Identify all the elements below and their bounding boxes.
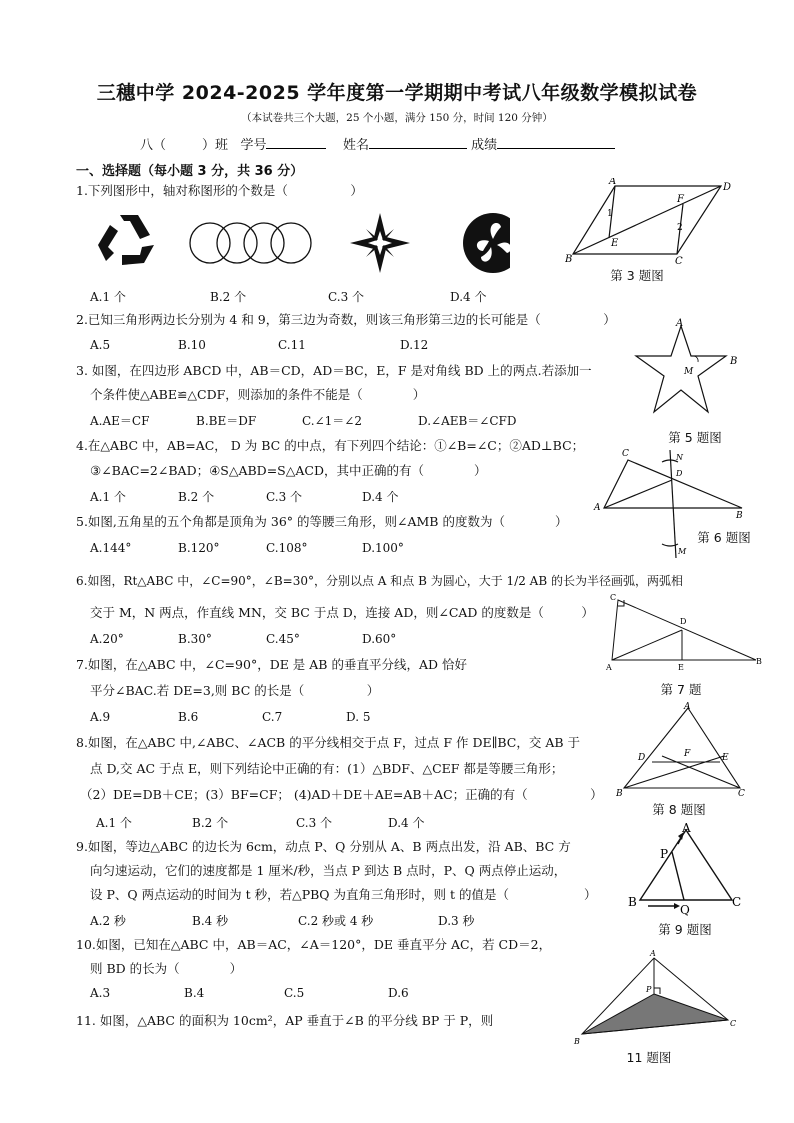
option-c[interactable]: C.7 [262, 710, 283, 724]
q6-options [90, 632, 396, 646]
label-a: A [676, 318, 684, 329]
question-9-line-1: 9.如图，等边△ABC 的边长为 6cm，动点 P、Q 分别从 A、B 两点出发，沿 AB、BC 方 [76, 839, 571, 854]
page-title: 三穗中学 2024-2025 学年度第一学期期中考试八年级数学模拟试卷 [96, 82, 698, 104]
question-7-line-1: 7.如图，在△ABC 中，∠C=90°，DE 是 AB 的垂直平分线，AD 恰好 [76, 657, 467, 672]
figure-caption-q11: 11 题图 [626, 1050, 672, 1065]
option-b[interactable]: B.2 个 [192, 816, 229, 830]
figure-q11 [570, 944, 746, 1050]
option-a[interactable]: A.20° [90, 632, 124, 646]
question-9-line-3: 设 P、Q 两点运动的时间为 t 秒，若△PBQ 为直角三角形时，则 t 的值是（ ） [90, 887, 597, 902]
option-d[interactable]: D.60° [362, 632, 397, 646]
label-d: D [723, 182, 732, 193]
name-field[interactable] [369, 136, 467, 149]
label-c: C [610, 593, 617, 602]
label-1: 1 [607, 209, 613, 219]
figure-q8 [616, 700, 748, 800]
option-d[interactable]: D.100° [362, 541, 404, 555]
question-6-line-1: 6.如图，Rt△ABC 中，∠C=90°，∠B=30°，分别以点 A 和点 B 为圆心，大于 1/2 AB 的长为半径画弧，两弧相 [76, 574, 683, 588]
option-a[interactable]: A.1 个 [96, 816, 132, 830]
student-no-field[interactable] [266, 136, 326, 149]
label-b: B [730, 356, 738, 367]
label-b: B [628, 895, 637, 909]
option-c[interactable]: C.108° [266, 541, 308, 555]
q2-options [90, 338, 428, 352]
option-b[interactable]: B.10 [178, 338, 206, 352]
label-2: 2 [677, 223, 683, 233]
question-4-line-1: 4.在△ABC 中，AB=AC， D 为 BC 的中点，有下列四个结论：①∠B=∠C；②AD⊥BC； [76, 438, 585, 453]
label-a: A [609, 178, 617, 187]
compass-star-icon [350, 213, 410, 273]
option-c[interactable]: C.45° [266, 632, 300, 646]
q1-options [90, 288, 486, 305]
q8-options [96, 814, 424, 831]
question-7-line-2: 平分∠BAC.若 DE=3,则 BC 的长是（ ） [90, 683, 380, 698]
option-c[interactable]: C.5 [284, 986, 305, 1000]
class-blank[interactable] [166, 137, 202, 149]
question-6-line-2: 交于 M，N 两点，作直线 MN，交 BC 于点 D，连接 AD，则∠CAD 的度数是（ ） [90, 605, 594, 620]
label-b: B [736, 511, 743, 521]
label-a: A [684, 702, 691, 712]
q7-options [90, 710, 370, 724]
option-a[interactable]: A.2 秒 [90, 914, 126, 928]
question-8-line-2: 点 D,交 AC 于点 E，则下列结论中正确的有：(1）△BDF、△CEF 都是等腰三角形； [90, 761, 564, 776]
label-m: M [678, 547, 687, 556]
label-c: C [732, 895, 742, 909]
class-suffix: ）班 [202, 138, 229, 153]
exam-subtitle: （本试卷共三个大题，25 个小题，满分 150 分，时间 120 分钟） [241, 112, 553, 124]
option-b[interactable]: B.4 [184, 986, 205, 1000]
q3-options [90, 412, 517, 429]
label-a: A [682, 821, 691, 835]
q5-options [90, 541, 404, 555]
label-a: A [650, 949, 656, 958]
label-d: D [680, 617, 687, 626]
option-d[interactable]: D.3 秒 [438, 914, 475, 928]
option-b[interactable]: B.2 个 [210, 290, 247, 304]
option-d[interactable]: D. 5 [346, 710, 371, 724]
option-c[interactable]: C.3 个 [266, 490, 303, 504]
question-2: 2.已知三角形两边长分别为 4 和 9，第三边为奇数，则该三角形第三边的长可能是（ ） [76, 312, 616, 327]
label-d: D [676, 469, 683, 478]
label-c: C [738, 789, 745, 799]
label-e: E [678, 663, 684, 672]
label-c: C [675, 256, 683, 264]
question-9-line-2: 向匀速运动，它们的速度都是 1 厘米/秒，当点 P 到达 B 点时，P、Q 两点停止运动， [90, 863, 567, 878]
option-b[interactable]: B.2 个 [178, 490, 215, 504]
figure-caption-q6: 第 6 题图 [697, 530, 751, 545]
figure-caption-q7: 第 7 题 [660, 682, 702, 697]
score-field[interactable] [497, 136, 615, 149]
figure-caption-q9: 第 9 题图 [658, 922, 712, 937]
q9-options [90, 912, 474, 929]
class-prefix: 八（ [140, 138, 167, 153]
label-f: F [677, 194, 684, 205]
question-10-line-2: 则 BD 的长为（ ） [90, 961, 243, 976]
label-e: E [611, 238, 619, 249]
question-8-line-1: 8.如图，在△ABC 中,∠ABC、∠ACB 的平分线相交于点 F，过点 F 作 DE∥BC，交 AB 于 [76, 735, 581, 750]
option-d[interactable]: D.4 个 [450, 290, 487, 304]
option-a[interactable]: A.1 个 [90, 290, 126, 304]
label-c: C [622, 449, 629, 459]
label-a: A [606, 663, 612, 672]
label-b: B [756, 657, 762, 666]
figure-q3 [565, 178, 735, 264]
question-4-line-2: ③∠BAC=2∠BAD；④S△ABD=S△ACD，其中正确的有（ ） [90, 463, 487, 478]
option-b[interactable]: B.30° [178, 632, 212, 646]
label-b: B [574, 1037, 580, 1046]
student-info-line [140, 134, 615, 153]
label-p: P [646, 985, 652, 994]
option-b[interactable]: B.4 秒 [192, 914, 229, 928]
option-d[interactable]: D.∠AEB＝∠CFD [418, 414, 517, 428]
label-b: B [616, 789, 623, 799]
option-c[interactable]: C.∠1＝∠2 [302, 414, 362, 428]
label-d: D [638, 753, 646, 763]
option-c[interactable]: C.3 个 [296, 816, 333, 830]
option-d[interactable]: D.12 [400, 338, 429, 352]
option-c[interactable]: C.3 个 [328, 290, 365, 304]
label-m: M [684, 367, 694, 377]
option-a[interactable]: A.AE＝CF [90, 414, 150, 428]
option-a[interactable]: A.3 [90, 986, 111, 1000]
option-a[interactable]: A.9 [90, 710, 111, 724]
label-e: E [722, 753, 729, 763]
q1-figures [90, 210, 510, 276]
olympic-rings-icon [190, 223, 311, 263]
question-10-line-1: 10.如图，已知在△ABC 中，AB＝AC，∠A＝120°，DE 垂直平分 AC，若 CD＝2， [76, 937, 552, 952]
section-title: 一、选择题（每小题 3 分，共 36 分） [76, 164, 304, 179]
question-3-line-2: 个条件使△ABE≌△CDF，则添加的条件不能是（ ） [90, 387, 426, 402]
recycle-symbol-icon [98, 215, 154, 265]
label-a: A [594, 503, 601, 513]
label-n: N [676, 453, 683, 462]
option-d[interactable]: D.6 [388, 986, 409, 1000]
figure-q5 [628, 316, 748, 424]
label-f: F [684, 749, 691, 759]
figure-caption-q3: 第 3 题图 [610, 268, 664, 283]
q4-options [90, 488, 398, 505]
question-11: 11. 如图，△ABC 的面积为 10cm²，AP 垂直于∠B 的平分线 BP 于 P，则 [76, 1013, 494, 1028]
question-5: 5.如图,五角星的五个角都是顶角为 36° 的等腰三角形，则∠AMB 的度数为（ ） [76, 514, 568, 529]
figure-caption-q5: 第 5 题图 [668, 430, 722, 445]
question-3-line-1: 3. 如图，在四边形 ABCD 中，AB＝CD，AD＝BC，E，F 是对角线 BD 上的两点.若添加一 [76, 363, 592, 378]
figure-q9 [622, 820, 748, 918]
option-c[interactable]: C.2 秒或 4 秒 [298, 914, 374, 928]
figure-caption-q8: 第 8 题图 [652, 802, 706, 817]
option-b[interactable]: B.120° [178, 541, 220, 555]
option-a[interactable]: A.144° [90, 541, 132, 555]
question-8-line-3: （2）DE=DB＋CE；(3）BF=CF； (4)AD＋DE＋AE=AB＋AC；正确的有（ ） [80, 787, 603, 802]
option-b[interactable]: B.6 [178, 710, 199, 724]
option-d[interactable]: D.4 个 [362, 490, 399, 504]
option-a[interactable]: A.1 个 [90, 490, 126, 504]
label-b: B [565, 254, 573, 264]
label-p: P [660, 847, 669, 861]
option-c[interactable]: C.11 [278, 338, 306, 352]
name-label: 姓名 [342, 138, 369, 153]
student-no-label: 学号 [240, 138, 267, 153]
option-d[interactable]: D.4 个 [388, 816, 425, 830]
figure-q7 [600, 592, 766, 672]
score-label: 成绩 [471, 138, 498, 153]
question-1: 1.下列图形中，轴对称图形的个数是（ ） [76, 183, 363, 198]
label-q: Q [680, 903, 690, 917]
option-b[interactable]: B.BE＝DF [196, 414, 257, 428]
label-c: C [730, 1019, 737, 1028]
q10-options [90, 986, 409, 1000]
bauhinia-emblem-icon [463, 213, 510, 273]
option-a[interactable]: A.5 [90, 338, 111, 352]
